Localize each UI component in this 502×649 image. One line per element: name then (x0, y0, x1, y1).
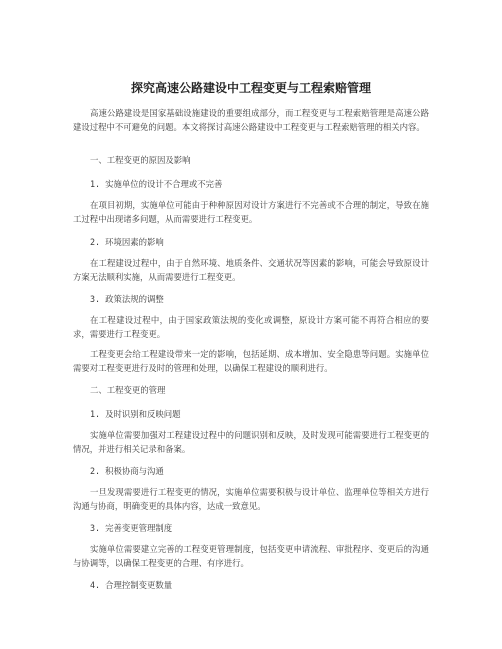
subsection-heading: 1. 及时识别和反映问题 (90, 409, 181, 419)
intro-paragraph: 高速公路建设是国家基础设施建设的重要组成部分，而工程变更与工程索赔管理是高速公路建设过程中不可避免的问题。本文将探讨高速公路建设中工程变更与工程索赔管理的相关内容。 (73, 108, 429, 132)
subsection-heading: 3. 政策法规的调整 (90, 294, 164, 304)
subsection-heading: 3. 完善变更管理制度 (90, 523, 173, 533)
paragraph: 实施单位需要加强对工程建设过程中的问题识别和反映，及时发现可能需要进行工程变更的情况，并进行相关记录和备案。 (73, 430, 429, 454)
paragraph: 实施单位需要建立完善的工程变更管理制度，包括变更申请流程、审批程序、变更后的沟通与协调等，以确保工程变更的合理、有序进行。 (73, 544, 429, 568)
subsection-heading: 4. 合理控制变更数量 (90, 580, 173, 590)
subsection-heading: 1. 实施单位的设计不合理或不完善 (90, 179, 223, 189)
section-heading: 二、工程变更的管理 (90, 385, 166, 395)
summary-paragraph: 工程变更会给工程建设带来一定的影响，包括延期、成本增加、安全隐患等问题。实施单位需要对工程变更进行及时的管理和处理，以确保工程建设的顺利进行。 (73, 349, 429, 373)
subsection-heading: 2. 环境因素的影响 (90, 237, 164, 247)
document-title: 探究高速公路建设中工程变更与工程索赔管理 (130, 81, 371, 95)
section-heading: 一、工程变更的原因及影响 (90, 155, 191, 165)
paragraph: 一旦发现需要进行工程变更的情况，实施单位需要积极与设计单位、监理单位等相关方进行沟通与协商，明确变更的具体内容，达成一致意见。 (73, 487, 429, 511)
paragraph: 在工程建设过程中，由于自然环境、地质条件、交通状况等因素的影响，可能会导致原设计方案无法顺利实施，从而需要进行工程变更。 (73, 258, 429, 282)
paragraph: 在项目初期，实施单位可能由于种种原因对设计方案进行不完善或不合理的制定，导致在施工过程中出现诸多问题，从而需要进行工程变更。 (73, 200, 429, 224)
paragraph: 在工程建设过程中，由于国家政策法规的变化或调整，原设计方案可能不再符合相应的要求，需要进行工程变更。 (73, 315, 429, 339)
subsection-heading: 2. 积极协商与沟通 (90, 466, 164, 476)
